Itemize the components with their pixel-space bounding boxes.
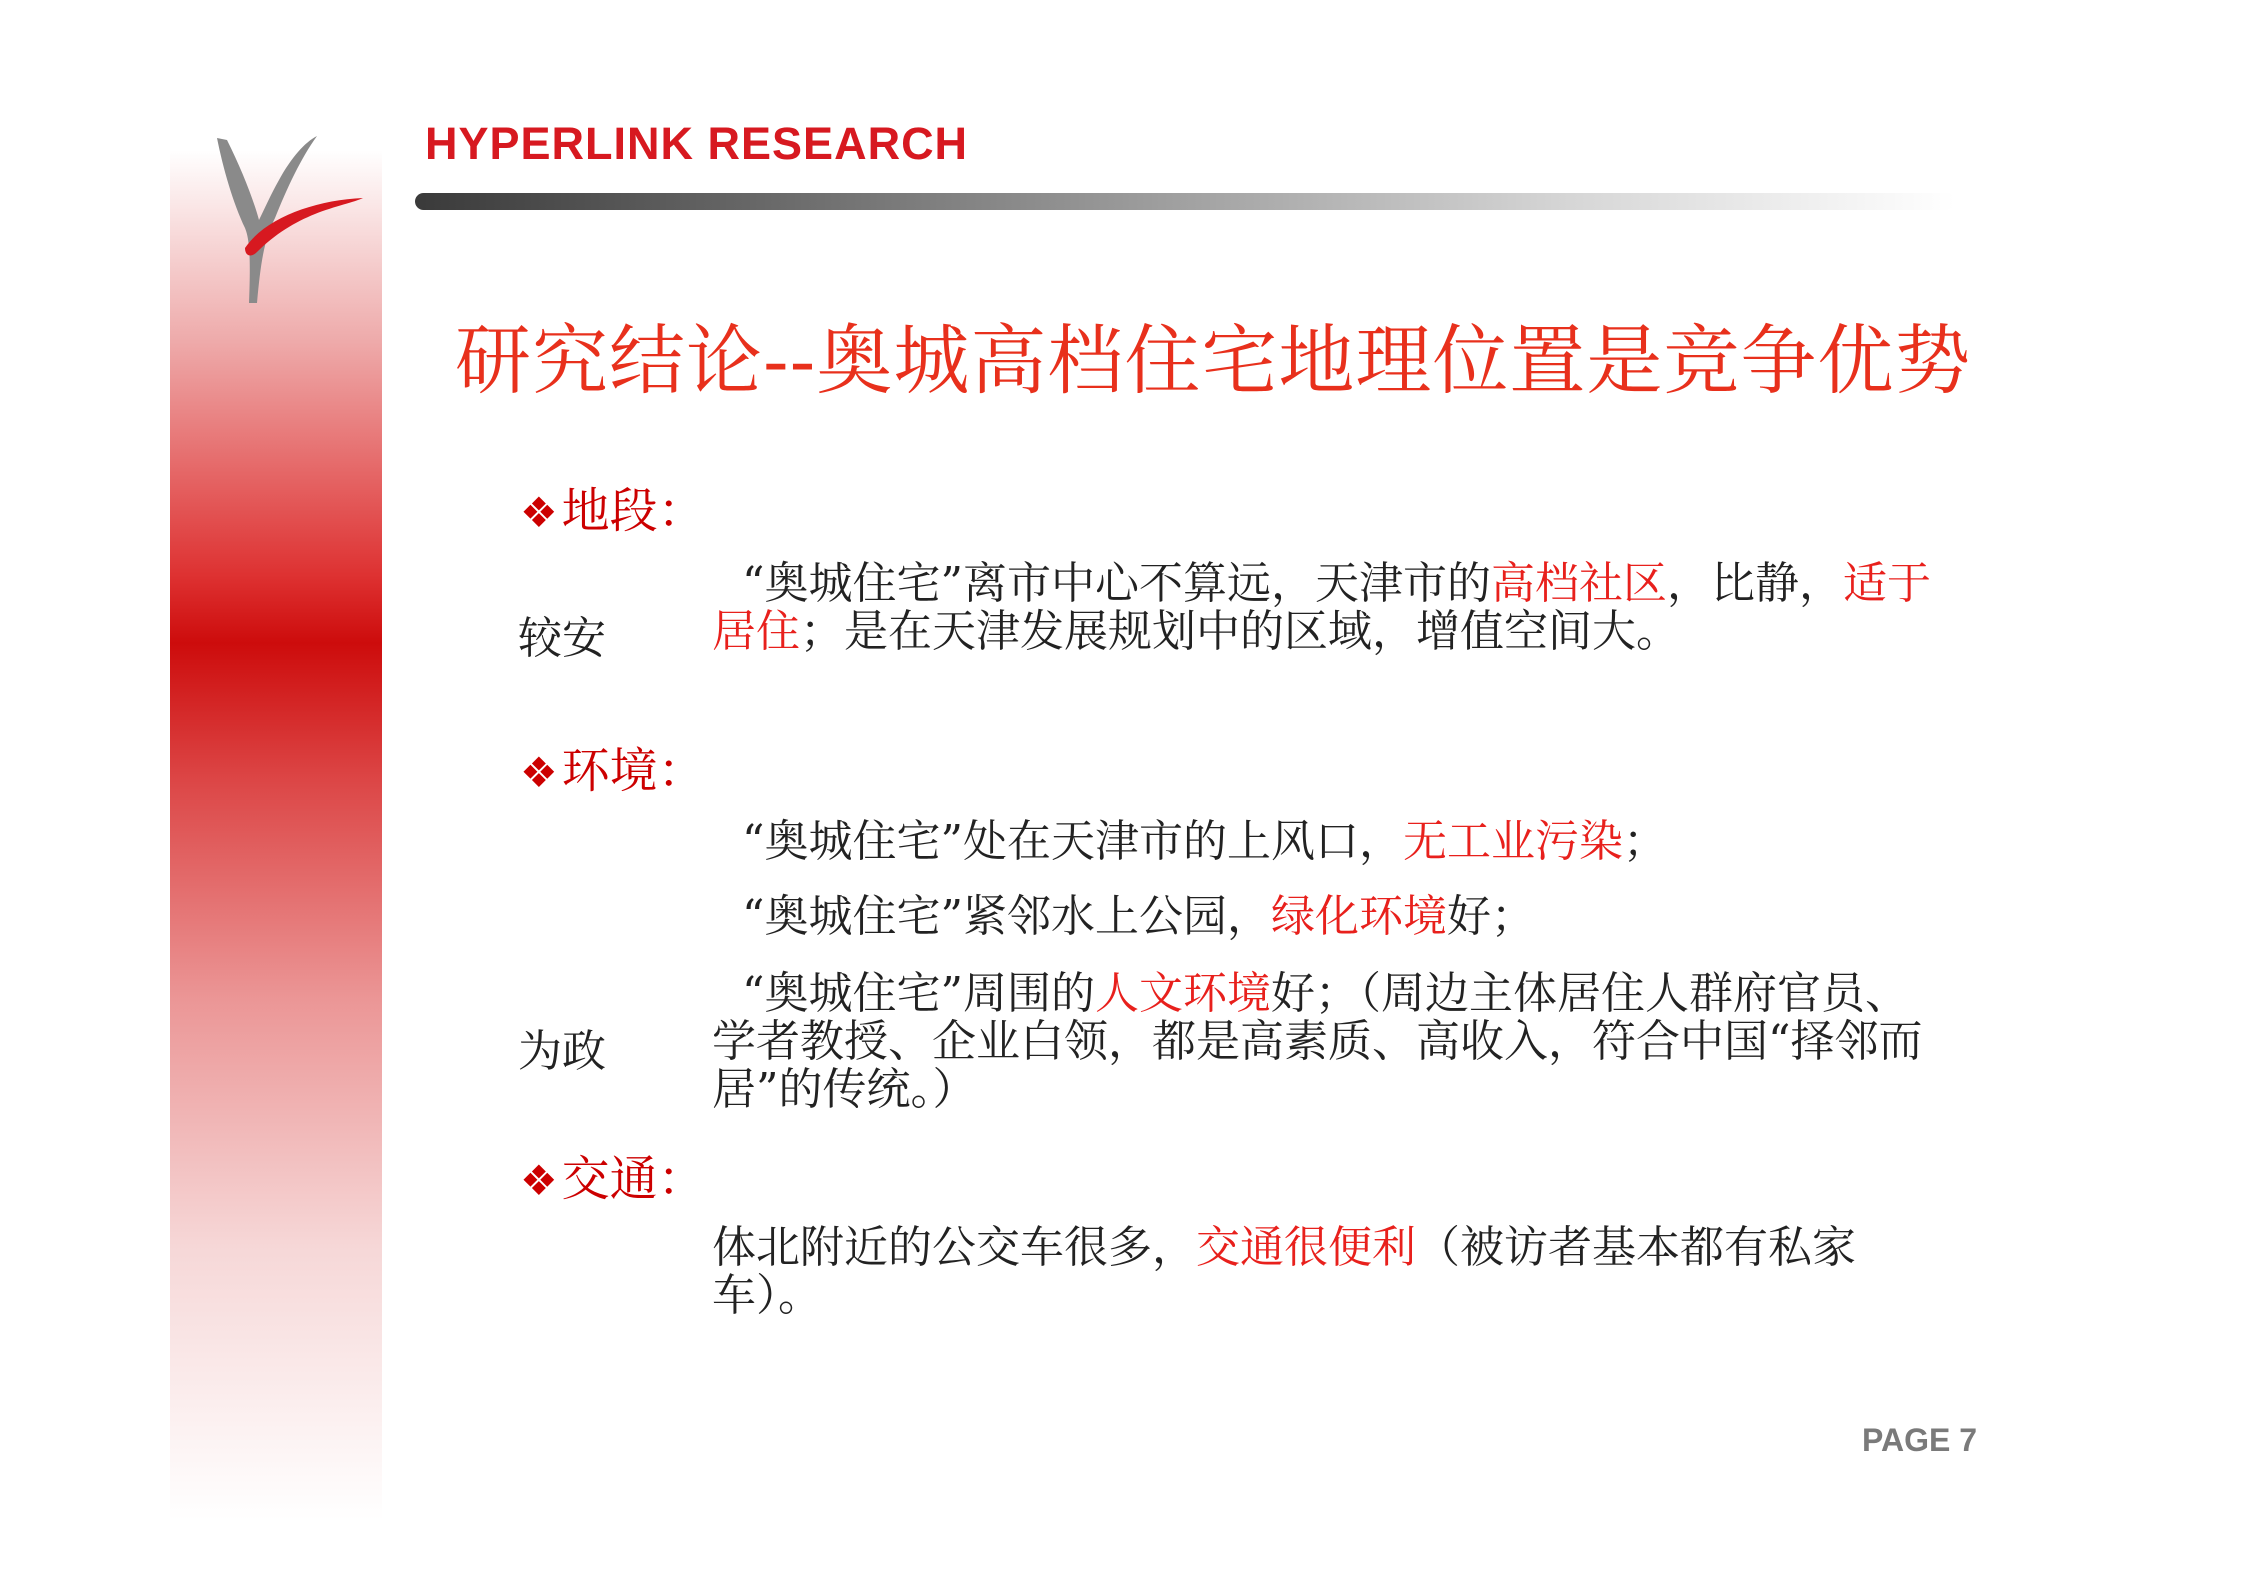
slide-title: 研究结论--奥城高档住宅地理位置是竞争优势 — [455, 316, 1972, 405]
brand-logo-icon — [205, 128, 365, 308]
bullet-diamond-icon: ❖ — [520, 748, 558, 797]
header-divider — [415, 193, 1955, 210]
section-heading-location: ❖地段： — [520, 483, 706, 539]
bullet-diamond-icon: ❖ — [520, 488, 558, 537]
paragraph-transport: 体北附近的公交车很多，交通很便利（被访者基本都有私家车）。 — [712, 1222, 1856, 1321]
section-heading-transport: ❖交通： — [520, 1151, 706, 1207]
page-number: PAGE 7 — [1862, 1422, 1977, 1458]
paragraph-location: “奥城住宅”离市中心不算远，天津市的高档社区，比静，适于居住；是在天津发展规划中的区域，增值空间大。 — [712, 558, 1931, 657]
decorative-side-band — [170, 150, 382, 1520]
bullet-diamond-icon: ❖ — [520, 1156, 558, 1205]
brand-name: HYPERLINK RESEARCH — [425, 118, 969, 169]
paragraph-environment-1: “奥城住宅”处在天津市的上风口，无工业污染； — [742, 816, 1667, 867]
section-prefix-location: 较安 — [518, 613, 606, 664]
section-prefix-environment: 为政 — [518, 1026, 606, 1077]
section-heading-environment: ❖环境： — [520, 743, 706, 799]
paragraph-environment-3: “奥城住宅”周围的人文环境好；（周边主体居住人群府官员、学者教授、企业白领，都是高素质、高收入，符合中国“择邻而居”的传统。） — [712, 968, 1923, 1115]
paragraph-environment-2: “奥城住宅”紧邻水上公园，绿化环境好； — [742, 891, 1535, 942]
